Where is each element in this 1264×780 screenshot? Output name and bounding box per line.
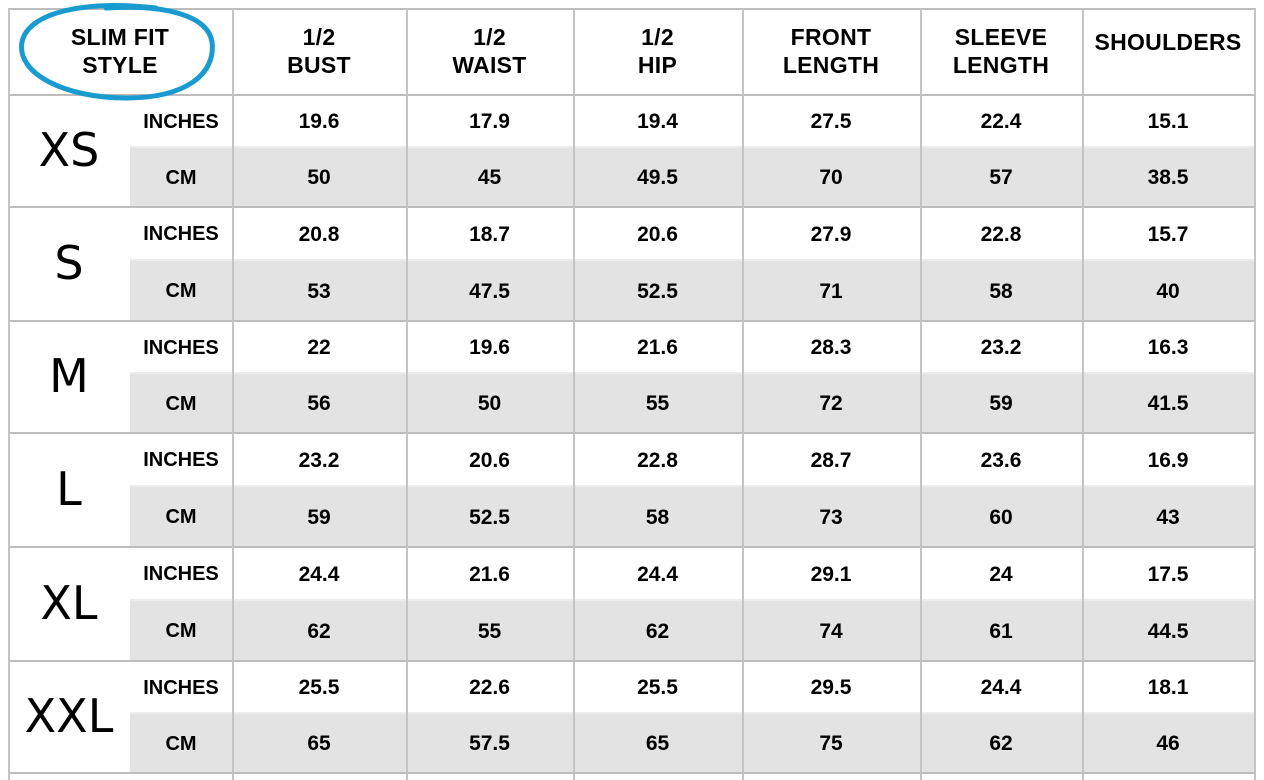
column-header-line1: 1/2 xyxy=(302,24,336,50)
measurement-cell-inches: 18.7 xyxy=(469,222,510,246)
measurement-cell-inches: 15.1 xyxy=(1147,110,1189,133)
measurement-cell-cm: 49.5 xyxy=(637,166,678,189)
table-bottom-border xyxy=(8,772,1256,774)
measurement-cell-inches: 19.4 xyxy=(637,110,678,133)
unit-label-inches: INCHES xyxy=(143,676,219,699)
measurement-cell-inches: 22 xyxy=(307,336,331,359)
measurement-cell-inches: 21.6 xyxy=(637,336,678,359)
measurement-cell-inches: 23.6 xyxy=(980,448,1022,472)
measurement-cell-cm: 75 xyxy=(819,732,843,755)
measurement-cell-cm: 55 xyxy=(477,619,502,643)
measurement-cell-inches: 28.3 xyxy=(810,336,852,359)
measurement-cell-cm: 44.5 xyxy=(1147,619,1189,643)
measurement-cell-cm: 57 xyxy=(989,166,1013,189)
size-label: L xyxy=(56,462,82,516)
measurement-cell-inches: 15.7 xyxy=(1147,222,1189,246)
unit-label-cm: CM xyxy=(165,732,197,755)
column-header-line2: HIP xyxy=(637,52,678,78)
unit-label-inches: INCHES xyxy=(143,223,219,245)
measurement-cell-cm: 57.5 xyxy=(469,732,510,755)
measurement-cell-cm: 43 xyxy=(1156,505,1180,529)
column-header-line1: SLEEVE xyxy=(954,24,1048,50)
column-header-line2: LENGTH xyxy=(782,52,880,78)
size-label: XS xyxy=(38,123,100,177)
measurement-cell-cm: 50 xyxy=(307,166,331,189)
measurement-cell-inches: 20.6 xyxy=(469,448,510,472)
measurement-cell-cm: 73 xyxy=(819,505,843,529)
measurement-cell-inches: 17.9 xyxy=(469,110,510,133)
style-label-line1: SLIM FIT xyxy=(70,24,170,50)
measurement-cell-inches: 25.5 xyxy=(298,676,340,699)
measurement-cell-cm: 55 xyxy=(645,392,670,415)
column-header-line1: 1/2 xyxy=(473,24,506,50)
unit-label-inches: INCHES xyxy=(143,563,219,585)
measurement-cell-cm: 53 xyxy=(307,279,331,303)
column-header-line2: BUST xyxy=(287,52,351,78)
measurement-cell-inches: 21.6 xyxy=(469,562,510,586)
measurement-cell-inches: 22.6 xyxy=(469,676,510,699)
measurement-cell-cm: 61 xyxy=(989,619,1013,643)
measurement-cell-cm: 60 xyxy=(989,505,1013,529)
unit-label-cm: CM xyxy=(165,506,197,528)
unit-label-inches: INCHES xyxy=(143,449,219,471)
column-header xyxy=(742,8,920,94)
column-header-line2: LENGTH xyxy=(952,52,1050,78)
measurement-cell-inches: 22.8 xyxy=(637,448,678,472)
size-label: XL xyxy=(40,576,98,630)
measurement-cell-cm: 56 xyxy=(307,392,331,415)
measurement-cell-cm: 62 xyxy=(989,732,1013,755)
size-label: M xyxy=(49,349,89,403)
unit-label-inches: INCHES xyxy=(143,110,219,133)
measurement-cell-inches: 19.6 xyxy=(298,110,340,133)
size-label: XXL xyxy=(24,689,114,743)
measurement-cell-inches: 29.1 xyxy=(810,562,852,586)
measurement-cell-inches: 29.5 xyxy=(810,676,852,699)
column-header xyxy=(232,8,406,94)
measurement-cell-cm: 62 xyxy=(307,619,331,643)
measurement-cell-cm: 59 xyxy=(307,505,331,529)
column-header-line1: SHOULDERS xyxy=(1094,29,1242,55)
measurement-cell-cm: 47.5 xyxy=(469,279,510,303)
measurement-cell-cm: 45 xyxy=(477,166,502,189)
measurement-cell-cm: 71 xyxy=(819,279,843,303)
style-label xyxy=(8,8,232,94)
unit-label-cm: CM xyxy=(165,280,197,302)
measurement-cell-inches: 24.4 xyxy=(637,562,678,586)
column-divider xyxy=(1254,8,1256,780)
unit-label-cm: CM xyxy=(165,392,197,415)
column-header xyxy=(406,8,573,94)
measurement-cell-cm: 59 xyxy=(989,392,1013,415)
column-header xyxy=(573,8,742,94)
measurement-cell-cm: 38.5 xyxy=(1147,166,1189,189)
measurement-cell-cm: 52.5 xyxy=(637,279,678,303)
measurement-cell-inches: 22.4 xyxy=(980,110,1022,133)
measurement-cell-inches: 27.9 xyxy=(810,222,852,246)
measurement-cell-inches: 22.8 xyxy=(980,222,1022,246)
measurement-cell-inches: 25.5 xyxy=(637,676,678,699)
measurement-cell-inches: 27.5 xyxy=(810,110,852,133)
measurement-cell-cm: 65 xyxy=(307,732,331,755)
measurement-cell-inches: 19.6 xyxy=(469,336,510,359)
measurement-cell-cm: 52.5 xyxy=(469,505,510,529)
measurement-cell-cm: 40 xyxy=(1156,279,1180,303)
size-label: S xyxy=(54,236,84,290)
measurement-cell-inches: 24.4 xyxy=(298,562,340,586)
measurement-cell-inches: 23.2 xyxy=(980,336,1022,359)
measurement-cell-inches: 16.3 xyxy=(1147,336,1189,359)
measurement-cell-cm: 74 xyxy=(819,619,843,643)
column-header xyxy=(1082,8,1254,94)
measurement-cell-cm: 46 xyxy=(1156,732,1180,755)
measurement-cell-cm: 70 xyxy=(819,166,843,189)
column-header-line1: 1/2 xyxy=(641,24,674,50)
unit-label-cm: CM xyxy=(165,166,197,189)
measurement-cell-cm: 65 xyxy=(645,732,670,755)
column-header xyxy=(920,8,1082,94)
column-header-line1: FRONT xyxy=(790,24,872,50)
measurement-cell-inches: 24 xyxy=(989,562,1013,586)
measurement-cell-cm: 58 xyxy=(645,505,670,529)
measurement-cell-cm: 50 xyxy=(477,392,502,415)
measurement-cell-inches: 20.6 xyxy=(637,222,678,246)
measurement-cell-inches: 18.1 xyxy=(1147,676,1189,699)
measurement-cell-cm: 62 xyxy=(645,619,670,643)
measurement-cell-inches: 24.4 xyxy=(980,676,1022,699)
measurement-cell-cm: 72 xyxy=(819,392,843,415)
measurement-cell-inches: 16.9 xyxy=(1147,448,1189,472)
measurement-cell-inches: 20.8 xyxy=(298,222,340,246)
style-label-line2: STYLE xyxy=(82,52,158,78)
measurement-cell-inches: 23.2 xyxy=(298,448,340,472)
measurement-cell-cm: 41.5 xyxy=(1147,392,1189,415)
measurement-cell-inches: 28.7 xyxy=(810,448,852,472)
column-header-line2: WAIST xyxy=(452,52,527,78)
unit-label-inches: INCHES xyxy=(143,336,219,359)
measurement-cell-cm: 58 xyxy=(989,279,1013,303)
measurement-cell-inches: 17.5 xyxy=(1147,562,1189,586)
unit-label-cm: CM xyxy=(165,620,197,642)
